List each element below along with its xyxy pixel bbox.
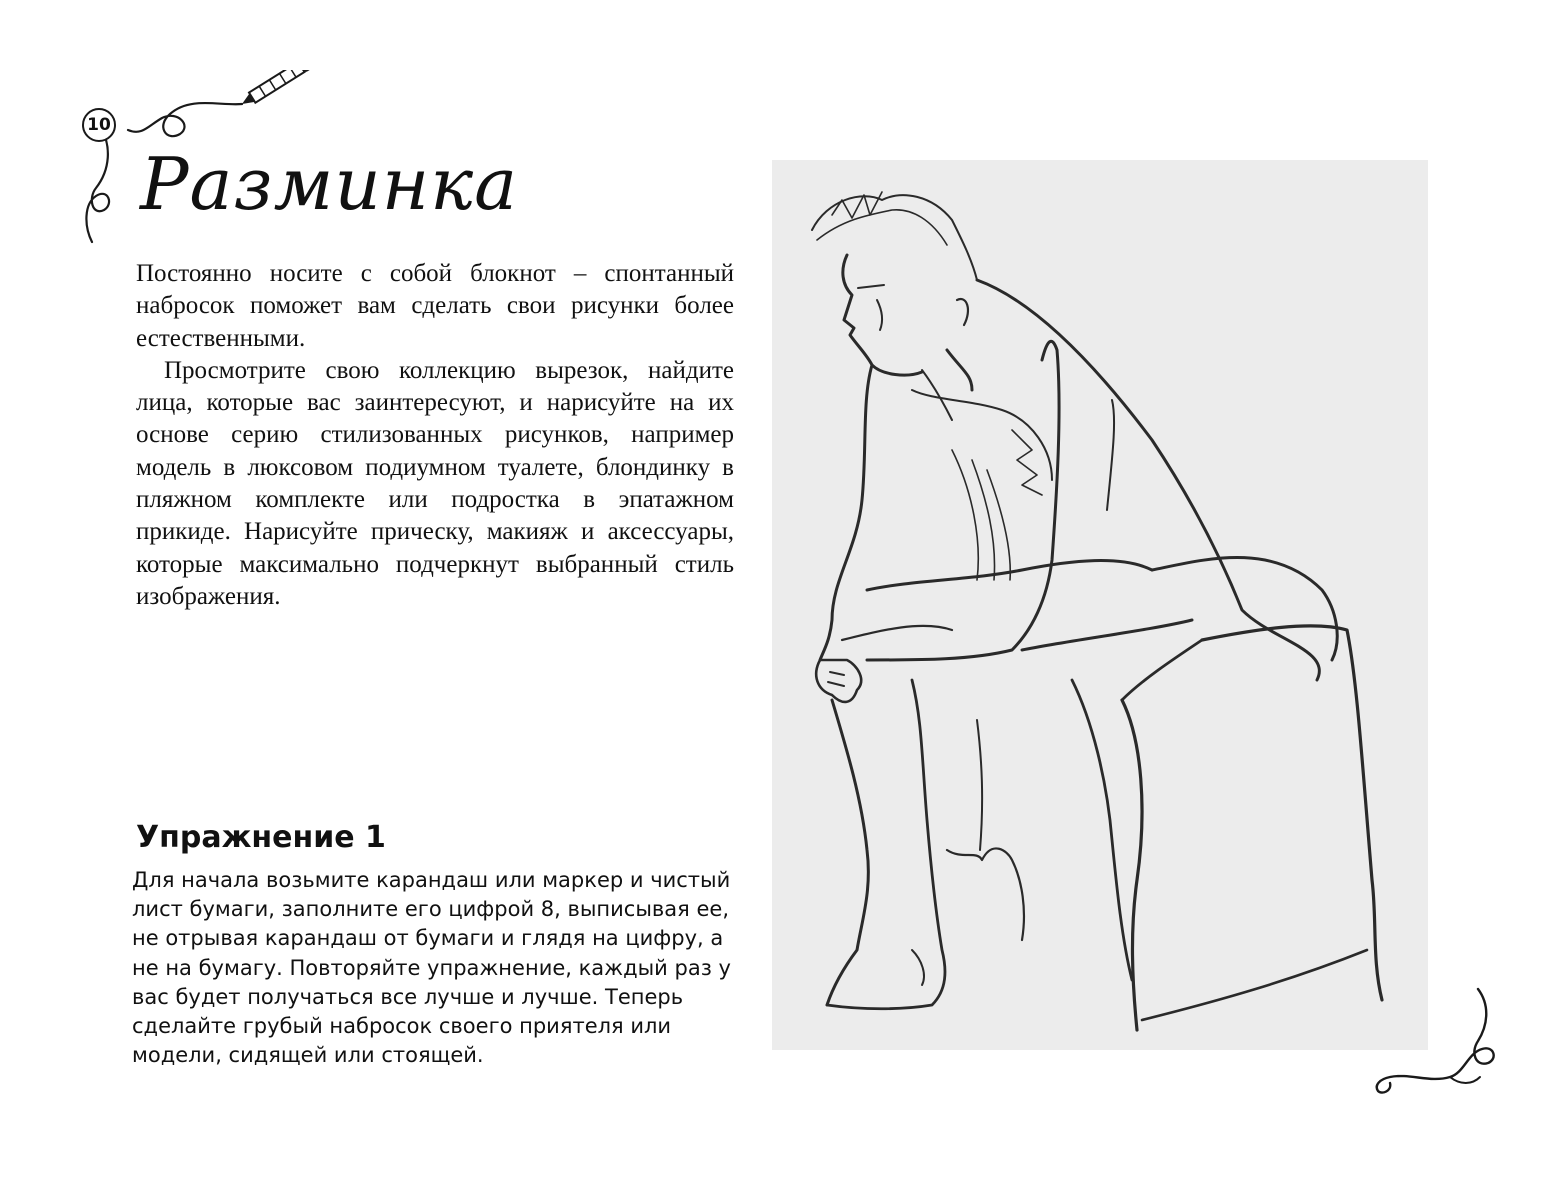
page-number: 10: [82, 108, 116, 142]
seated-figure-drawing: [772, 160, 1428, 1050]
page-title: Разминка: [140, 142, 519, 226]
intro-paragraph: Постоянно носите с собой блокнот – спонтанный набросок поможет вам сделать свои рисунки более естественными.: [136, 260, 734, 352]
figure-sketch-illustration: [772, 160, 1428, 1050]
flourish-bottom-icon: [1360, 985, 1510, 1095]
intro-text: [136, 258, 734, 613]
intro-paragraph: Просмотрите свою коллекцию вырезок, найдите лица, которые вас заинтересуют, и нарисуйте на их основе серию стилизованных рисунков, например модель в люксовом подиумном туалете, блондинку в пляжном комплекте или подростка в эпатажном прикиде. Нарисуйте прическу, макияж и аксессуары, которые максимально подчеркнут выбранный стиль изображения.: [136, 356, 734, 610]
pencil-icon: [239, 70, 312, 109]
exercise-title: Упражнение 1: [136, 820, 386, 855]
exercise-text: Для начала возьмите карандаш или маркер и чистый лист бумаги, заполните его цифрой 8, выписывая ее, не отрывая карандаш от бумаги и глядя на цифру, а не на бумагу. Повторяйте упражнение, каждый раз у вас будет получаться все лучше и лучше. Теперь сделайте грубый набросок своего приятеля или модели, сидящей или стоящей.: [132, 868, 731, 1068]
